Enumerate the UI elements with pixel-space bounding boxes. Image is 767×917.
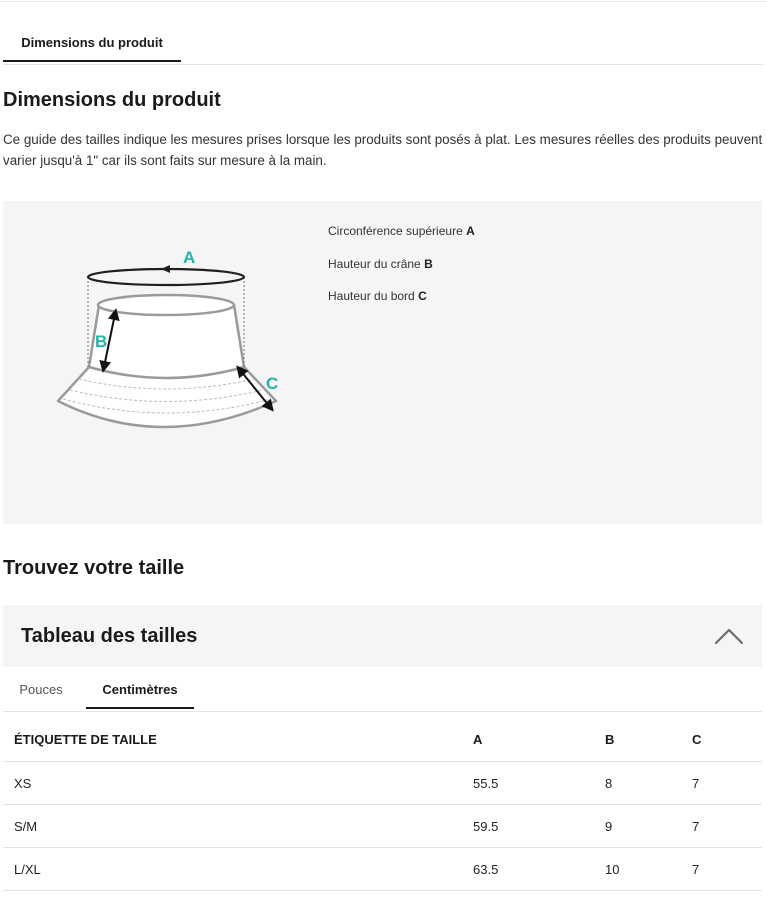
cell-b: 9	[605, 805, 692, 848]
column-header-c: C	[692, 718, 762, 762]
cell-a: 59.5	[473, 805, 605, 848]
cell-c: 7	[692, 805, 762, 848]
find-size-title: Trouvez votre taille	[3, 557, 185, 579]
section-title: Dimensions du produit	[3, 89, 221, 111]
cell-size-label: XS	[3, 762, 473, 805]
legend-label: Hauteur du crâne	[328, 256, 421, 271]
chevron-up-icon[interactable]	[714, 627, 744, 645]
column-header-size-label: ÉTIQUETTE DE TAILLE	[3, 718, 473, 762]
size-guide-description: Ce guide des tailles indique les mesures prises lorsque les produits sont posés à plat. Les mesures réelles des produits peuvent varier jusqu'à 1" car ils sont faits sur mesure à la main.	[3, 132, 763, 168]
table-header-row	[3, 718, 762, 762]
hat-crown-top	[98, 295, 234, 315]
column-header-b: B	[605, 718, 692, 762]
tab-inches[interactable]: Pouces	[19, 682, 63, 697]
cell-c: 7	[692, 848, 762, 891]
legend-key: C	[418, 289, 427, 303]
cell-a: 55.5	[473, 762, 605, 805]
cell-b: 10	[605, 848, 692, 891]
marker-b: B	[95, 332, 108, 351]
legend-item-b	[328, 256, 475, 272]
legend-item-c	[328, 288, 475, 304]
tab-centimeters[interactable]: Centimètres	[86, 668, 194, 709]
legend-item-a	[328, 223, 475, 239]
table-row	[3, 805, 762, 848]
table-row	[3, 848, 762, 891]
cell-size-label: L/XL	[3, 848, 473, 891]
legend-key: A	[466, 224, 475, 238]
legend-label: Hauteur du bord	[328, 289, 415, 303]
size-chart-accordion-header[interactable]	[3, 605, 762, 667]
hat-diagram-panel	[3, 201, 762, 524]
size-table	[3, 718, 762, 891]
marker-c: C	[266, 374, 279, 393]
bucket-hat-illustration	[51, 241, 291, 441]
cell-b: 8	[605, 762, 692, 805]
column-header-a: A	[473, 718, 605, 762]
circumference-ring	[88, 269, 244, 285]
cell-c: 7	[692, 762, 762, 805]
tab-product-dimensions[interactable]: Dimensions du produit	[3, 22, 181, 62]
product-tabs	[3, 22, 763, 65]
marker-a: A	[183, 248, 196, 267]
legend-label: Circonférence supérieure	[328, 224, 463, 238]
measurement-legend	[328, 223, 475, 321]
top-divider	[0, 1, 767, 2]
unit-tabs	[3, 668, 762, 712]
legend-key: B	[424, 256, 433, 271]
size-chart-title: Tableau des tailles	[21, 625, 198, 647]
cell-a: 63.5	[473, 848, 605, 891]
table-row	[3, 762, 762, 805]
cell-size-label: S/M	[3, 805, 473, 848]
